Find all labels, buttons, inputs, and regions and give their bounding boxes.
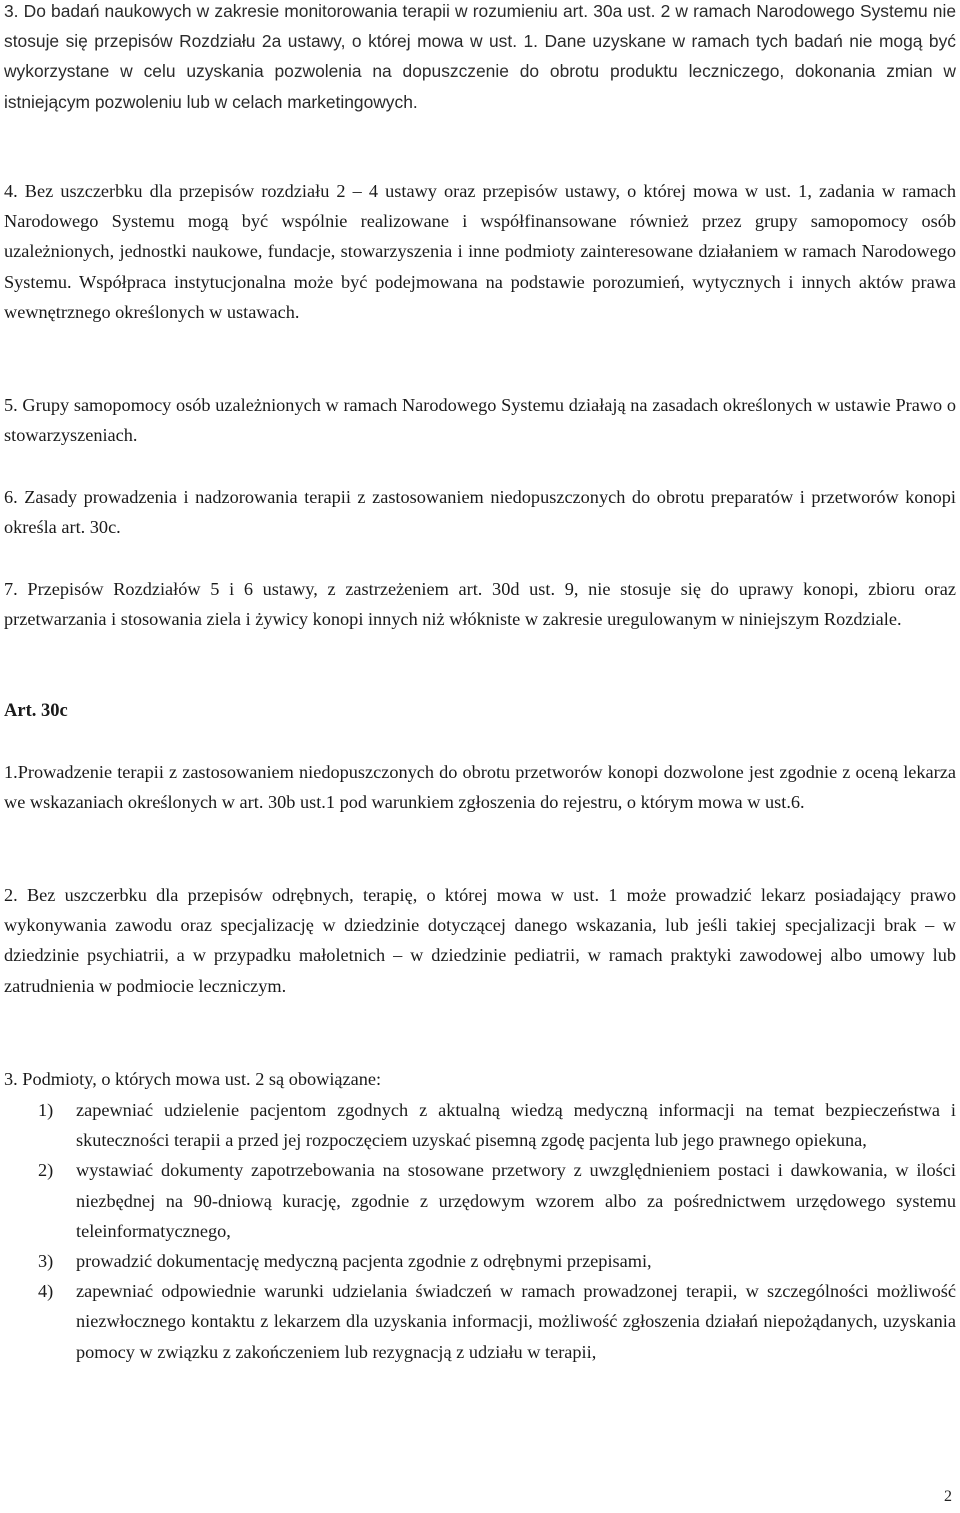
list-item: [4, 1155, 956, 1246]
article-paragraph-3-intro: 3. Podmioty, o których mowa ust. 2 są obowiązane:: [4, 1069, 382, 1089]
paragraph-5: 5. Grupy samopomocy osób uzależnionych w ramach Narodowego Systemu działają na zasadach określonych w ustawie Prawo o stowarzyszeniach.: [4, 395, 956, 446]
list-item-text: zapewniać odpowiednie warunki udzielania świadczeń w ramach prowadzonej terapii, w szczególności możliwość niezwłocznego kontaktu z lekarzem dla uzyskania informacji, możliwość zgłoszenia działań niepożądanych, uzyskania pomocy w związku z zakończeniem lub rezygnacją z udziału w terapii,: [76, 1281, 956, 1362]
list-item-text: zapewniać udzielenie pacjentom zgodnych z aktualną wiedzą medyczną informacji na temat bezpieczeństwa i skuteczności terapii a przed jej rozpoczęciem uzyskać pisemną zgodę pacjenta lub jego prawnego opiekuna,: [76, 1100, 956, 1151]
paragraph-6: 6. Zasady prowadzenia i nadzorowania terapii z zastosowaniem niedopuszczonych do obrotu preparatów i przetworów konopi określa art. 30c.: [4, 487, 956, 538]
page-number: 2: [944, 1488, 952, 1505]
list-item-text: prowadzić dokumentację medyczną pacjenta zgodnie z odrębnymi przepisami,: [76, 1251, 652, 1272]
list-item: [4, 1276, 956, 1367]
list-item: [4, 1246, 956, 1276]
paragraph-7: 7. Przepisów Rozdziałów 5 i 6 ustawy, z zastrzeżeniem art. 30d ust. 9, nie stosuje się do uprawy konopi, zbioru oraz przetwarzania i stosowania ziela i żywicy konopi innych niż włókniste w zakresie uregulowanym w niniejszym Rozdziale.: [4, 579, 956, 630]
list-item-number: 2): [38, 1160, 54, 1181]
paragraph-3: 3. Do badań naukowych w zakresie monitorowania terapii w rozumieniu art. 30a ust. 2 w ramach Narodowego Systemu nie stosuje się przepisów Rozdziału 2a ustawy, o której mowa w ust. 1. Dane uzyskane w ramach tych badań nie mogą być wykorzystane w celu uzyskania pozwolenia na dopuszczenie do obrotu produktu leczniczego, dokonania zmian w istniejącym pozwoleniu lub w celach marketingowych.: [4, 1, 956, 112]
paragraph-4: 4. Bez uszczerbku dla przepisów rozdziału 2 – 4 ustawy oraz przepisów ustawy, o której mowa w ust. 1, zadania w ramach Narodowego Systemu mogą być wspólnie realizowane i współfinansowane również przez grupy samopomocy osób uzależnionych, jednostki naukowe, fundacje, stowarzyszenia i inne podmioty zainteresowane działaniem w ramach Narodowego Systemu. Współpraca instytucjonalna może być podejmowana na podstawie porozumień, wytycznych i innych aktów prawa wewnętrznego określonych w ustawach.: [4, 181, 956, 322]
list-item: [4, 1095, 956, 1155]
obligations-list: [4, 1095, 956, 1367]
list-item-number: 3): [38, 1251, 54, 1272]
article-paragraph-2: 2. Bez uszczerbku dla przepisów odrębnych, terapię, o której mowa w ust. 1 może prowadzić lekarz posiadający prawo wykonywania zawodu oraz specjalizację w dziedzinie dotyczącej danego wskazania, lub jeśli takiej specjalizacji brak – w dziedzinie psychiatrii, a w przypadku małoletnich – w dziedzinie pediatrii, w ramach praktyki zawodowej albo umowy lub zatrudnienia w podmiocie leczniczym.: [4, 885, 956, 996]
article-paragraph-1: 1.Prowadzenie terapii z zastosowaniem niedopuszczonych do obrotu przetworów konopi dozwolone jest zgodnie z oceną lekarza we wskazaniach określonych w art. 30b ust.1 pod warunkiem zgłoszenia do rejestru, o którym mowa w ust.6.: [4, 762, 956, 813]
list-item-number: 4): [38, 1281, 54, 1302]
article-heading: Art. 30c: [4, 701, 68, 721]
list-item-number: 1): [38, 1100, 54, 1120]
list-item-text: wystawiać dokumenty zapotrzebowania na stosowane przetwory z uwzględnieniem postaci i dawkowania, w ilości niezbędnej na 90-dniową kurację, zgodnie z urzędowym wzorem albo za pośrednictwem urzędowego systemu teleinformatycznego,: [76, 1160, 956, 1241]
